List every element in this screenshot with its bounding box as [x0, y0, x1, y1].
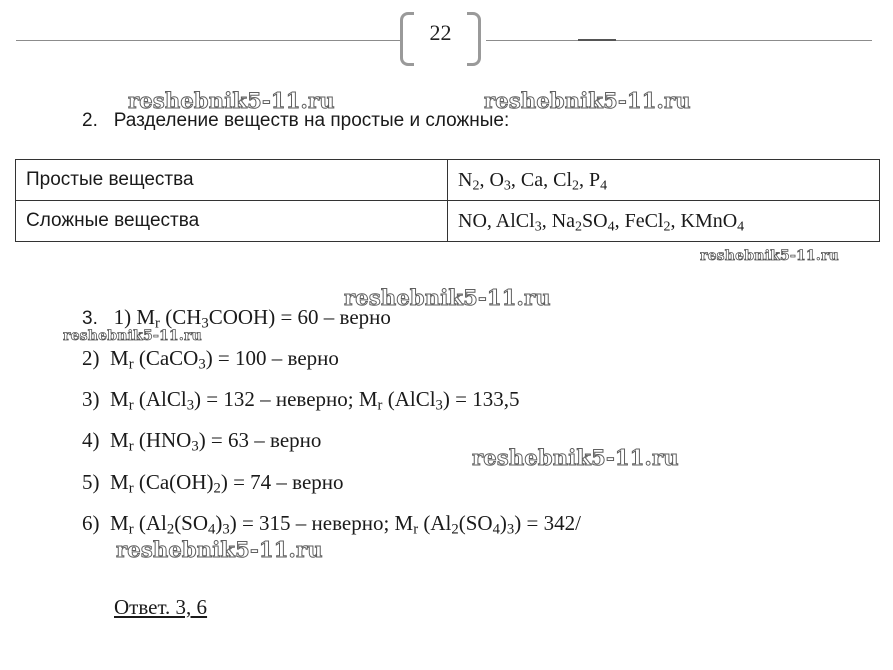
- watermark: reshebnik5-11.ru: [472, 445, 679, 470]
- task3-number: 3.: [82, 308, 98, 329]
- watermark: reshebnik5-11.ru: [63, 328, 202, 344]
- table-row: [16, 160, 880, 201]
- task3-item-5: 5) $M_r$ $(Ca(OH)_2) = 74$ – верно: [82, 470, 344, 497]
- task2-title: Разделение веществ на простые и сложные:: [113, 110, 510, 131]
- task3-item-1: 3. 1) $M_r$ $(CH_3COOH) = 60$ – верно: [82, 305, 391, 332]
- task3-item-6: 6) $M_r$ $(Al_2(SO_4)_3) = 315$ – неверно; $M_r$ $(Al_2(SO_4)_3) = 342/$: [82, 511, 581, 538]
- task2-number: 2.: [82, 110, 98, 131]
- task2-heading: [82, 110, 509, 132]
- header-rule-right: [486, 40, 872, 41]
- row-formulas: NO, AlCl$_3$, $Na_2SO_4$, FeCl$_2$, KMnO$_4$: [448, 201, 880, 242]
- substances-table: [15, 159, 880, 242]
- row-formulas: $N_2$, $O_3$, Ca, $Cl_2$, $P_4$: [448, 160, 880, 201]
- watermark: reshebnik5-11.ru: [128, 88, 335, 113]
- task3-item-2: 2) $M_r$ (CaCO$_3$) = 100 – верно: [82, 346, 339, 373]
- page-number: 22: [429, 20, 452, 45]
- task3-item-4: 4) $M_r$ $(HNO_3) = 63$ – верно: [82, 428, 322, 455]
- watermark: reshebnik5-11.ru: [116, 537, 323, 562]
- header-rule-accent: [578, 39, 616, 41]
- watermark: reshebnik5-11.ru: [344, 285, 551, 310]
- watermark: reshebnik5-11.ru: [700, 248, 839, 264]
- header-rule-left: [16, 40, 400, 41]
- row-label: Простые вещества: [16, 160, 448, 201]
- table-row: [16, 201, 880, 242]
- answer: Ответ. 3, 6: [114, 595, 208, 619]
- task3-item-3: 3) $M_r$ (AlCl$_3$) = 132 – неверно; $M_r$ (AlCl$_3$) = 133,5: [82, 387, 520, 414]
- row-label: Сложные вещества: [16, 201, 448, 242]
- watermark: reshebnik5-11.ru: [484, 88, 691, 113]
- page-number-bracket-right: [467, 12, 481, 66]
- page-number-bracket-left: [400, 12, 414, 66]
